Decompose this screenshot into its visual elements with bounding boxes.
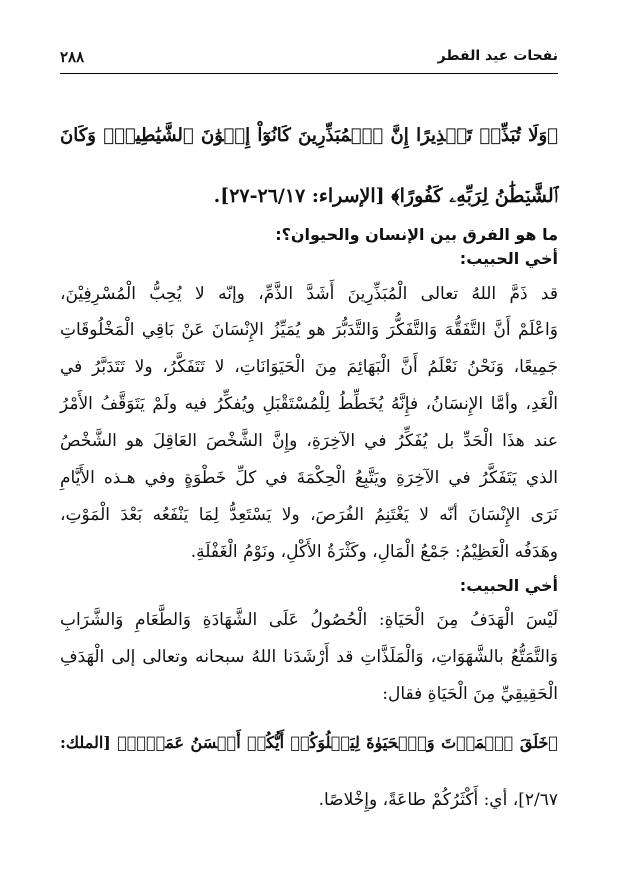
paragraph-line: الْحَقِيقِيِّ مِنَ الْحَيَاةِ فقال: [382,684,558,704]
quran-verse-line-2: ٱلشَّيۡطَٰنُ لِرَبِّهِۦ كَفُورًا﴾ [الإسراء: ٢٦/١٧-٢٧]. [213,185,558,207]
paragraph-line: جَمِيعًا، وَنَحْنُ نَعْلَمُ أَنَّ الْبَهَائِمَ مِنَ الْحَيَوَانَاتِ، لا تَتَفَكَّرُ، ولا تَتَدَبَّرُ في [60,357,558,377]
paragraph-line: وهَدَفُه الْعَظِيْمُ: جَمْعُ الْمَالِ، وكَثْرَةُ الأَكْلِ، ونَوْمُ الْغَفْلَةِ. [190,542,558,562]
paragraph-line: قد ذَمَّ اللهُ تعالى الْمُبَذِّرِينَ أَشَدَّ الذَّمِّ، وإنّه لا يُحِبُّ الْمُسْرِفِيْنَ، [60,284,558,304]
paragraph-line: ٢/٦٧]، أي: أَكْثَرُكُمْ طاعَةً، وإِخْلاصًا. [318,790,558,810]
paragraph-line: الذي يَتَفَكَّرُ في الآخِرَةِ ويَتَّبِعُ الْحِكْمَةَ في كلِّ خَطْوَةٍ وفي هـذه الأَيَّامِ [60,468,558,488]
page-number: ٢٨٨ [60,48,85,66]
subheading-dear-friend: أخي الحبيب: [459,576,558,595]
paragraph-line: لَيْسَ الْهَدَفُ مِنَ الْحَيَاةِ: الْحُصُولُ عَلَى الشَّهَادَةِ وَالطَّعَامِ وَالشَّرَابِ [60,610,558,630]
paragraph-line: عند هذَا الْحَدِّ بل يُفَكِّرُ في الآخِرَةِ، وإِنَّ الشَّخْصَ العَاقِلَ هو الشَّخْصُ [60,431,558,451]
quran-verse-line-1: ﴿وَلَا تُبَذِّرۡ تَبۡذِيرًا إِنَّ ٱلۡمُبَذِّرِينَ كَانُوٓاْ إِخۡوَٰنَ ٱلشَّيَٰطِينِۖ وَكَانَ [60,125,558,146]
running-title: نفحات عيد الفطر [437,48,558,64]
subheading-dear-friend: أخي الحبيب: [459,249,558,268]
paragraph-line: وَاعْلَمْ أَنَّ التَّفَقُّهَ وَالتَّفَكُّرَ وَالتَّدَبُّرَ هو يُمَيِّزُ الإِنْسَانَ عَنْ بَاقِي الْمَخْلُوقَاتِ [60,320,558,340]
header-divider [60,73,558,74]
page-header [60,42,558,72]
paragraph-line: الْغَدِ، وأمَّا الإِنسَانُ، فإِنَّهُ يُخَطِّطُ لِلْمُسْتَقْبَلِ ويُفكِّرُ فيه ولَمْ يَتَوَقَّفُ الأَمْرُ [60,394,558,414]
quran-verse-line-3: ﴿خَلَقَ ٱلۡمَوۡتَ وَٱلۡحَيَوٰةَ لِيَبۡلُوَكُمۡ أَيُّكُمۡ أَحۡسَنُ عَمَلٗاۚ﴾ [الملك: [60,733,558,752]
section-heading: ما هو الفرق بين الإنسان والحيوان؟: [275,225,558,244]
paragraph-line: نَرَى الإِنْسَانَ أنّه لا يَغْتَنِمُ الفُرَصَ، ولا يَسْتَعِدُّ لِمَا يَنْفَعُه بَعْدَ الْمَوْتِ، [60,505,558,525]
paragraph-line: وَالتَّمَتُّعُ بالشَّهَوَاتِ، وَالْمَلَذَّاتِ قد أَرْشَدَنا اللهُ سبحانه وتعالى إلى الْهَدَفِ [60,647,558,667]
